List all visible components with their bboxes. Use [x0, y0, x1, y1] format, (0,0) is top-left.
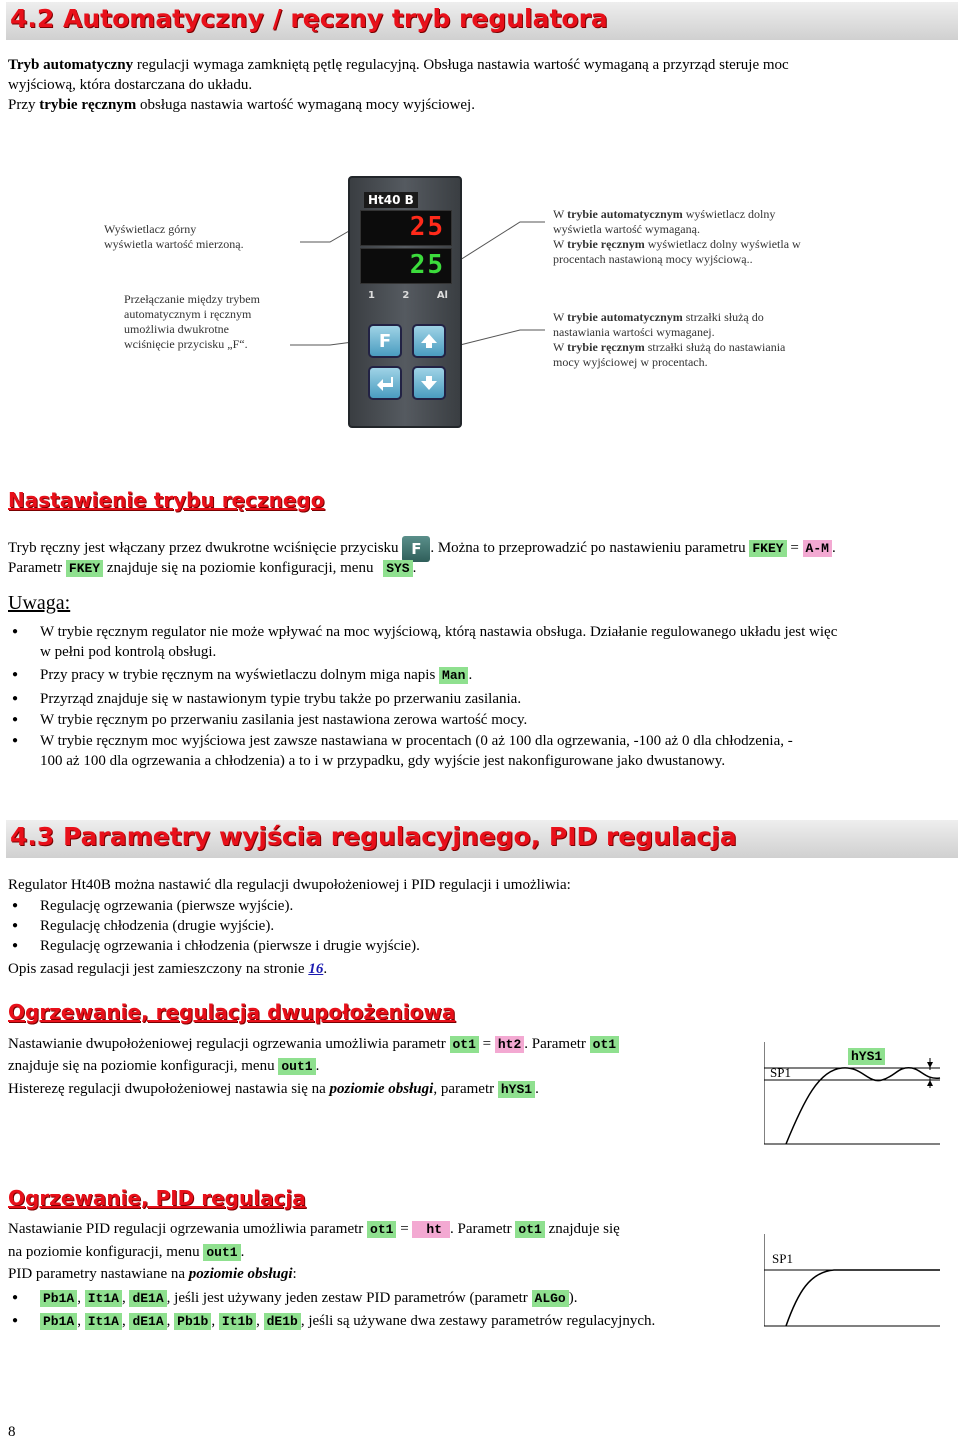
bold-term: trybie ręcznym	[39, 97, 137, 113]
subsection-title: Nastawienie trybu ręcznego	[8, 488, 325, 512]
paragraph: PID parametry nastawiane na poziomie obsługi:	[8, 1266, 297, 1282]
menu-code: out1	[278, 1058, 315, 1075]
up-arrow-button[interactable]	[412, 324, 446, 358]
pid-param-list	[8, 1288, 655, 1332]
lower-display	[360, 248, 452, 284]
text: obsługa nastawia wartość wymaganą mocy wyjściowej.	[136, 97, 475, 113]
callout-line: W trybie automatycznym strzałki służą do	[553, 310, 764, 324]
callout-line: automatycznym i ręcznym	[124, 307, 252, 321]
param-code: FKEY	[66, 560, 103, 577]
callout-line: wyświetla wartość mierzoną.	[104, 237, 244, 251]
feature-list	[8, 896, 420, 956]
paragraph: Nastawianie dwupołożeniowej regulacji ogrzewania umożliwia parametr ot1 = ht2 . Parametr ot1	[8, 1034, 619, 1055]
list-item: ● Przyrząd znajduje się w nastawionym typie trybu także po przerwaniu zasilania.	[8, 689, 956, 709]
param-code: ot1	[367, 1221, 396, 1238]
paragraph: Nastawianie PID regulacji ogrzewania umożliwia parametr ot1 = ht . Parametr ot1 znajduje się	[8, 1221, 620, 1237]
menu-code: SYS	[383, 560, 412, 577]
subsection-title: Ogrzewanie, regulacja dwupołożeniowa	[8, 1000, 456, 1024]
list-item: ● Pb1A , It1A , dE1A , Pb1b , It1b , dE1b , jeśli są używane dwa zestawy parametrów regulacyjnych.	[8, 1311, 655, 1332]
callout-line: Wyświetlacz górny	[104, 222, 197, 236]
f-button[interactable]: F	[368, 324, 402, 358]
paragraph: Parametr FKEY znajduje się na poziomie konfiguracji, menu SYS .	[8, 560, 417, 576]
down-arrow-button[interactable]	[412, 366, 446, 400]
callout-line: wyświetla wartość wymaganą.	[553, 222, 700, 236]
param-value: A-M	[803, 540, 832, 557]
callout-connectors	[0, 0, 960, 440]
indicator-alarm: Al	[436, 290, 448, 301]
sp1-label: SP1	[772, 1251, 793, 1266]
param-code: hYS1	[498, 1081, 535, 1098]
paragraph: Tryb ręczny jest włączany przez dwukrotne wciśnięcie przycisku F . Można to przeprowadzić po nastawieniu parametru FKEY = A-M .	[8, 536, 836, 562]
list-item: ● Regulację ogrzewania i chłodzenia (pierwsze i drugie wyjście).	[8, 936, 420, 956]
param-code: ot1	[515, 1221, 544, 1238]
paragraph: znajduje się na poziomie konfiguracji, menu out1 .	[8, 1058, 320, 1074]
lower-display-value: 25	[409, 250, 445, 280]
upper-display	[360, 210, 452, 246]
param-code: ot1	[450, 1036, 479, 1053]
list-item: ● Regulację ogrzewania (pierwsze wyjście).	[8, 896, 420, 916]
text: Przy	[8, 97, 40, 113]
indicator-row	[368, 290, 448, 301]
callout-line: W trybie ręcznym strzałki służą do nastawiania	[553, 340, 786, 354]
list-item: ● Regulację chłodzenia (drugie wyjście).	[8, 916, 420, 936]
process-curve	[786, 1270, 940, 1326]
hys1-graph-label: hYS1	[848, 1048, 885, 1065]
f-key-icon: F	[402, 536, 430, 562]
upper-display-value: 25	[409, 212, 445, 242]
list-item: ● W trybie ręcznym moc wyjściowa jest zawsze nastawiana w procentach (0 aż 100 dla ogrzewania, -100 aż 0 dla chłodzenia, - 100 aż 100 dla ogrzewania a chłodzenia) a to i w przypadku, gdy wyjście jest nakonfigurowane jako dwustanowy.	[8, 731, 956, 771]
callout-line: umożliwia dwukrotne	[124, 322, 229, 336]
param-code: Man	[439, 667, 468, 684]
param-code: ot1	[590, 1036, 619, 1053]
list-item: ● Pb1A , It1A , dE1A , jeśli jest używany jeden zestaw PID parametrów (parametr ALGo ).	[8, 1288, 655, 1309]
note-list	[8, 622, 956, 771]
indicator-1: 1	[368, 290, 375, 301]
enter-button[interactable]	[368, 366, 402, 400]
callout-line: W trybie automatycznym wyświetlacz dolny	[553, 207, 776, 221]
text: regulacji wymaga zamkniętą pętlę regulacyjną. Obsługa nastawia wartość wymaganą a przyrząd steruje moc	[133, 57, 789, 73]
menu-code: out1	[203, 1244, 240, 1261]
section-title: 4.2 Automatyczny / ręczny tryb regulatora	[10, 4, 608, 33]
page-number: 8	[8, 1424, 16, 1440]
enter-icon	[376, 375, 394, 391]
subsection-title: Ogrzewanie, PID regulacja	[8, 1186, 306, 1210]
callout-line: nastawiania wartości wymaganej.	[553, 325, 715, 339]
callout-line: Przełączanie między trybem	[124, 292, 260, 306]
page-link[interactable]: 16	[308, 961, 324, 977]
paragraph: Regulator Ht40B można nastawić dla regulacji dwupołożeniowej i PID regulacji i umożliwia:	[8, 877, 571, 893]
paragraph: Histerezę regulacji dwupołożeniowej nastawia się na poziomie obsługi, parametr hYS1 .	[8, 1081, 539, 1097]
bold-term: Tryb automatyczny	[8, 57, 134, 73]
param-value: ht2	[495, 1036, 524, 1053]
process-curve	[786, 1068, 940, 1144]
callout-line: W trybie ręcznym wyświetlacz dolny wyświetla w	[553, 237, 801, 251]
sp1-label: SP1	[770, 1065, 791, 1080]
callout-line: wciśnięcie przycisku „F“.	[124, 337, 248, 351]
list-item: ● Przy pracy w trybie ręcznym na wyświetlaczu dolnym miga napis Man .	[8, 665, 956, 686]
callout-line: procentach nastawioną mocy wyjściową..	[553, 252, 753, 266]
callout-line: mocy wyjściowej w procentach.	[553, 355, 708, 369]
list-item: ● W trybie ręcznym po przerwaniu zasilania jest nastawiona zerowa wartość mocy.	[8, 710, 956, 730]
section-header-bar	[6, 820, 958, 858]
list-item: ● W trybie ręcznym regulator nie może wpływać na moc wyjściową, którą nastawia obsługa. Działanie regulowanego układu jest więc w pełni pod kontrolą obsługi.	[8, 622, 956, 662]
note-title: Uwaga:	[8, 592, 71, 614]
param-value: ht	[412, 1221, 450, 1238]
controller-device-image	[348, 176, 462, 428]
section-title: 4.3 Parametry wyjścia regulacyjnego, PID regulacja	[10, 822, 737, 851]
indicator-2: 2	[402, 290, 410, 301]
param-code: FKEY	[749, 540, 786, 557]
paragraph: wyjściową, która dostarczana do układu.	[8, 77, 253, 93]
paragraph: na poziomie konfiguracji, menu out1 .	[8, 1244, 245, 1260]
device-model-label: Ht40 B	[364, 192, 418, 208]
up-arrow-icon	[420, 333, 438, 349]
down-arrow-icon	[420, 375, 438, 391]
paragraph: Opis zasad regulacji jest zamieszczony na stronie 16.	[8, 961, 328, 977]
pid-graph	[764, 1232, 944, 1332]
